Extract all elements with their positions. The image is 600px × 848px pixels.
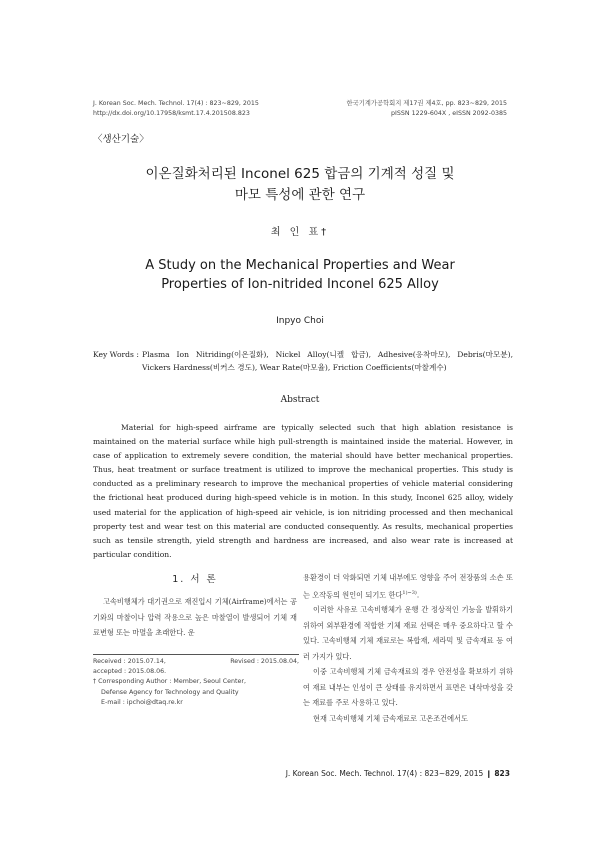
- section-heading-introduction: 1. 서 론: [172, 574, 218, 585]
- reference-marker[interactable]: 1)~3): [402, 589, 417, 596]
- citation-line: J. Korean Soc. Mech. Technol. 17(4) : 823~829, 2015: [93, 100, 259, 107]
- author-english: Inpyo Choi: [276, 316, 324, 326]
- keywords-label: Key Words :: [93, 350, 139, 359]
- title-english-line2: Properties of Ion-nitrided Inconel 625 Alloy: [161, 277, 439, 292]
- revised-date: Revised : 2015.08.04,: [230, 658, 299, 665]
- sentence-end: .: [416, 589, 420, 599]
- abstract-title: Abstract: [280, 395, 320, 405]
- footnote-divider: [93, 654, 299, 655]
- title-english: [0, 256, 600, 294]
- citation-line-ko: 한국기계가공학회지 제17권 제4호, pp. 823~829, 2015: [346, 100, 507, 107]
- accepted-date: accepted : 2015.08.06.: [93, 668, 167, 676]
- footer-separator: ❙: [485, 769, 495, 778]
- footnote: [93, 657, 299, 708]
- keywords-text: Plasma Ion Nitriding(이온질화), Nickel Alloy(니켈 합금), Adhesive(응착마모), Debris(마모분), Vickers Hardness(비커스 경도), Wear Rate(마모율), Friction Coefficients(마찰계수): [142, 350, 513, 372]
- body-left-column: [93, 594, 297, 641]
- intro-paragraph: 고속비행체가 대기권으로 재진입시 기체(Airframe)에서는 공기와의 마찰이나 압력 작용으로 높은 마찰열이 발생되어 기체 재료변형 또는 마멸을 초래한다. 운: [93, 597, 297, 637]
- page-number: 823: [494, 769, 510, 778]
- title-korean-line2: 마모 특성에 관한 연구: [234, 187, 366, 203]
- email[interactable]: E-mail : ipchoi@dtaq.re.kr: [101, 698, 183, 706]
- journal-header-right: [347, 99, 507, 119]
- body-paragraph: 이중 고속비행체 기체 금속재료의 경우 안전성을 확보하기 위하여 재료 내부는 인성이 큰 상태를 유지하면서 표면은 내삭마성을 갖는 재료를 주로 사용하고 있다.: [303, 667, 513, 708]
- body-right-column: [303, 570, 513, 726]
- title-english-line1: A Study on the Mechanical Properties and Wear: [145, 258, 455, 273]
- body-paragraph: [303, 570, 513, 602]
- author-korean: 최 인 표†: [270, 227, 330, 238]
- received-date: Received : 2015.07.14,: [93, 658, 166, 665]
- body-paragraph: 현재 고속비행체 기체 금속재료로 고온조건에서도: [313, 713, 468, 723]
- doi-link[interactable]: http://dx.doi.org/10.17958/ksmt.17.4.201508.823: [93, 110, 250, 117]
- abstract-body: Material for high-speed airframe are typically selected such that high ablation resistance is maintained on the material surface while high pull-strength is maintained inside the material. However, in case of application to extremely severe condition, the material should have better mechanical properties. Thus, heat treatment or surface treatment is utilized to improve the mechanical properties. This study is conducted as a preliminary research to improve the mechanical properties of vehicle material considering the frictional heat produced during high-speed vehicle is in motion. In this study, Inconel 625 alloy, widely used material for the application of high-speed air vehicle, is ion nitriding processed and then mechanical property test and wear test on this material are conducted consequently. As results, mechanical properties such as tensile strength, yield strength and hardness are increased, and also wear rate is increased at particular condition.: [93, 423, 513, 559]
- issn-line: pISSN 1229-604X , eISSN 2092-0385: [391, 110, 507, 117]
- page-footer: [286, 769, 510, 778]
- body-paragraph: 이러한 사유로 고속비행체가 운행 간 정상적인 기능을 발휘하기 위하여 외부환경에 적합한 기체 재료 선택은 매우 중요하다고 할 수 있다. 고속비행체 기체 재료로는 복합재, 세라믹 및 금속재료 등 여러 가지가 있다.: [303, 605, 513, 661]
- title-korean-line1: 이온질화처리된 Inconel 625 합금의 기계적 성질 및: [145, 166, 455, 182]
- journal-header-left: [93, 99, 259, 119]
- corresponding-author: † Corresponding Author : Member, Seoul Center,: [93, 678, 246, 686]
- section-tag: 〈생산기술〉: [93, 134, 149, 145]
- footer-citation: J. Korean Soc. Mech. Technol. 17(4) : 823~829, 2015: [285, 769, 484, 778]
- body-paragraph-text: 용환경이 더 악화되면 기체 내부에도 영향을 주어 전장품의 소손 또는 오작동의 원인이 되기도 한다: [303, 573, 513, 599]
- title-korean: [0, 164, 600, 206]
- affiliation: Defense Agency for Technology and Quality: [101, 688, 239, 696]
